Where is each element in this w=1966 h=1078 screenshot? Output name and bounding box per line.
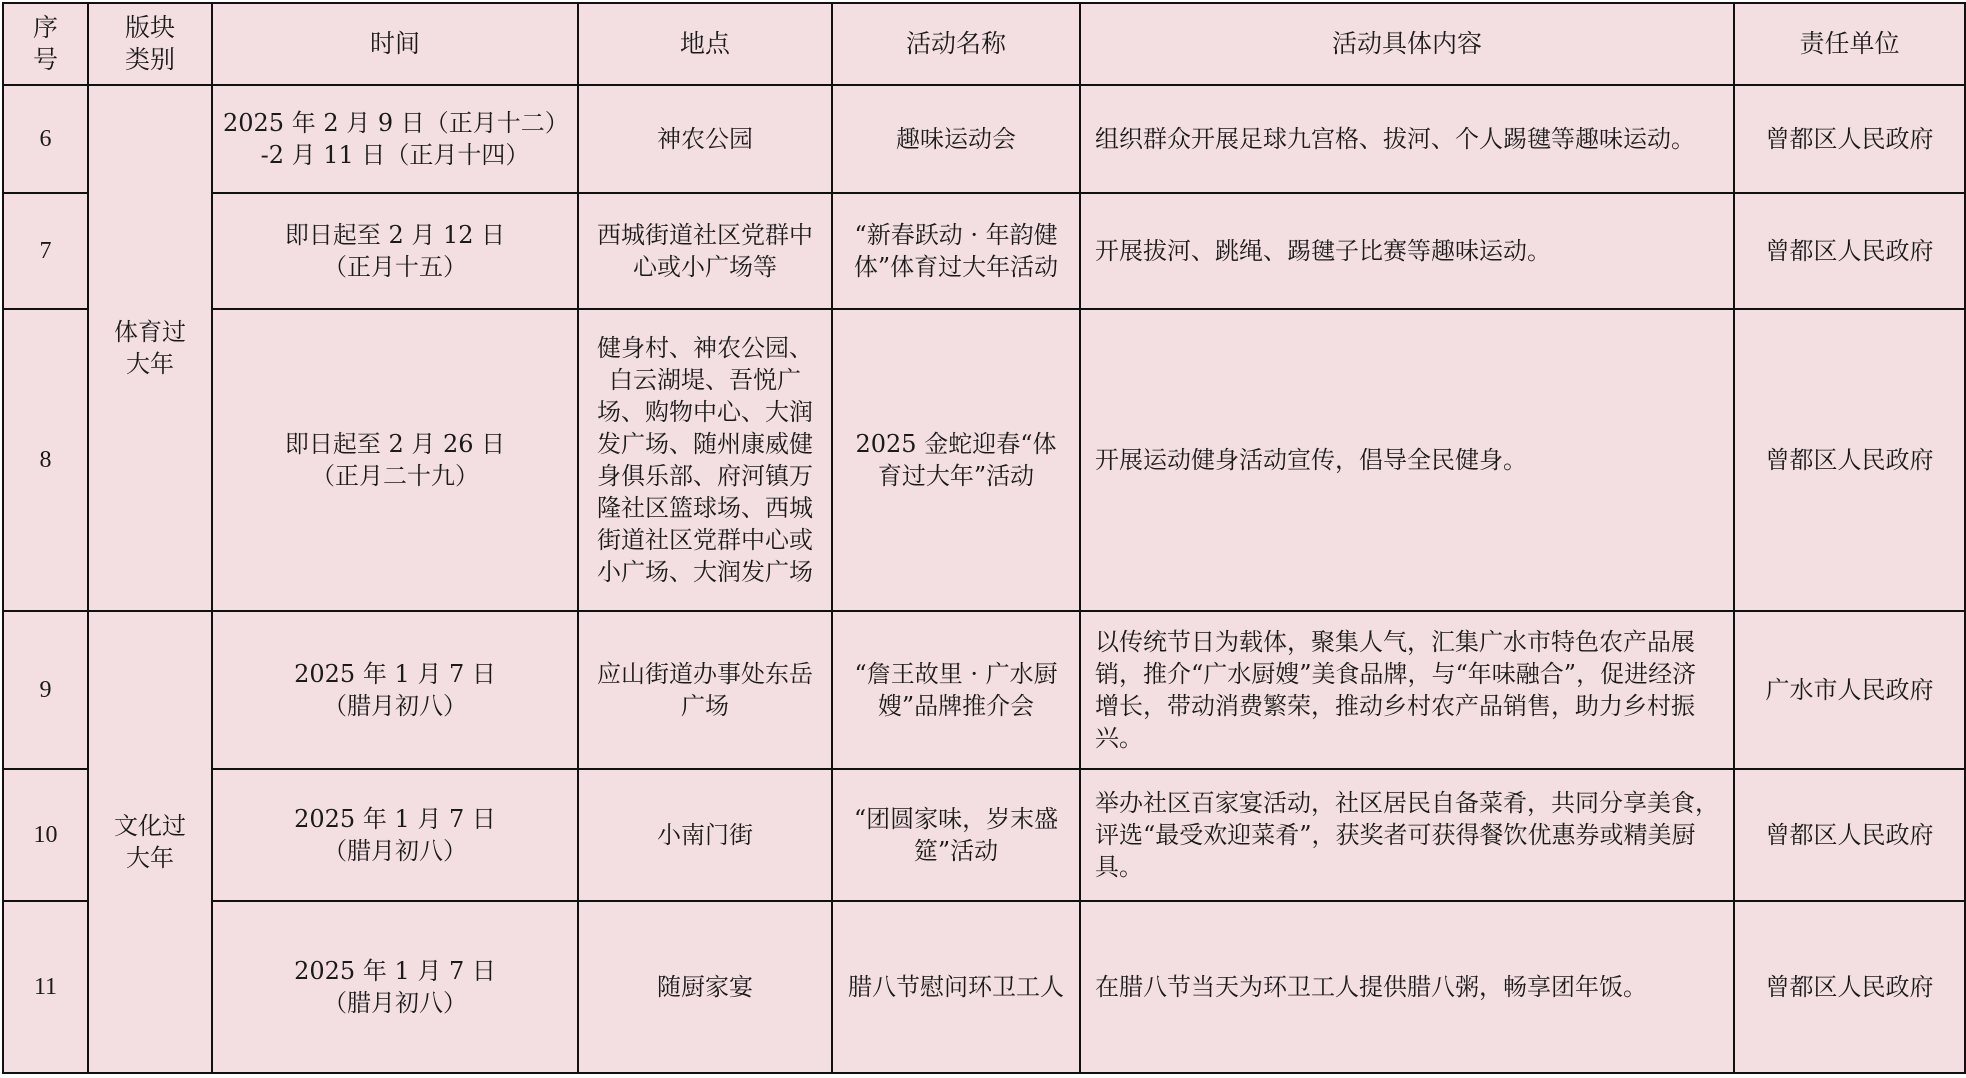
row-location <box>578 901 832 1073</box>
table-row <box>3 193 1965 309</box>
row-time-line-1: 2025 年 1 月 7 日 <box>294 660 496 688</box>
row-responsible-unit: 曾都区人民政府 <box>1734 309 1965 611</box>
row-location-text: 神农公园 <box>657 125 753 153</box>
header-time: 时间 <box>212 3 578 85</box>
row-location-text: 应山街道办事处东岳广场 <box>597 660 813 720</box>
table-row <box>3 769 1965 901</box>
category-culture-line-1: 文化过 <box>114 812 186 840</box>
category-culture <box>88 611 212 1073</box>
row-location <box>578 611 832 769</box>
category-sports-line-2: 大年 <box>126 350 174 378</box>
activity-schedule-table <box>2 2 1966 1074</box>
row-time <box>212 85 578 193</box>
row-seq: 6 <box>3 85 88 193</box>
row-responsible-unit: 广水市人民政府 <box>1734 611 1965 769</box>
row-time <box>212 193 578 309</box>
row-time-line-1: 2025 年 2 月 9 日（正月十二） <box>223 109 569 137</box>
row-activity-content: 举办社区百家宴活动，社区居民自备菜肴，共同分享美食，评选“最受欢迎菜肴”，获奖者可获得餐饮优惠券或精美厨具。 <box>1080 769 1734 901</box>
header-responsible-unit: 责任单位 <box>1734 3 1965 85</box>
row-activity-content: 开展运动健身活动宣传，倡导全民健身。 <box>1080 309 1734 611</box>
row-time-line-2: （正月二十九） <box>311 462 479 490</box>
row-time-line-1: 即日起至 2 月 26 日 <box>284 430 506 458</box>
row-activity-name-text: 2025 金蛇迎春“体育过大年”活动 <box>855 430 1057 490</box>
header-seq-line-1: 序 <box>32 13 58 42</box>
row-activity-name-text: “团圆家味，岁末盛筵”活动 <box>853 805 1059 865</box>
row-time-line-2: （腊月初八） <box>323 692 467 720</box>
row-location <box>578 769 832 901</box>
row-activity-name <box>832 611 1080 769</box>
row-time <box>212 769 578 901</box>
category-sports-line-1: 体育过 <box>114 318 186 346</box>
row-location-text: 健身村、神农公园、白云湖堤、吾悦广场、购物中心、大润发广场、随州康威健身俱乐部、府河镇万隆社区篮球场、西城街道社区党群中心或小广场、大润发广场 <box>597 334 813 586</box>
table-row <box>3 85 1965 193</box>
row-location <box>578 85 832 193</box>
header-activity-name: 活动名称 <box>832 3 1080 85</box>
header-location: 地点 <box>578 3 832 85</box>
row-activity-content: 组织群众开展足球九宫格、拔河、个人踢毽等趣味运动。 <box>1080 85 1734 193</box>
row-activity-content: 在腊八节当天为环卫工人提供腊八粥，畅享团年饭。 <box>1080 901 1734 1073</box>
row-time-line-2: -2 月 11 日（正月十四） <box>260 141 530 169</box>
row-time <box>212 309 578 611</box>
row-seq: 7 <box>3 193 88 309</box>
header-row <box>3 3 1965 85</box>
row-responsible-unit: 曾都区人民政府 <box>1734 193 1965 309</box>
row-responsible-unit: 曾都区人民政府 <box>1734 769 1965 901</box>
row-activity-name-text: 趣味运动会 <box>896 125 1016 153</box>
row-activity-content: 以传统节日为载体，聚集人气，汇集广水市特色农产品展销，推介“广水厨嫂”美食品牌，与“年味融合”，促进经济增长，带动消费繁荣，推动乡村农产品销售，助力乡村振兴。 <box>1080 611 1734 769</box>
row-seq: 9 <box>3 611 88 769</box>
table-row <box>3 309 1965 611</box>
row-time-line-1: 2025 年 1 月 7 日 <box>294 957 496 985</box>
row-activity-name <box>832 769 1080 901</box>
category-culture-line-2: 大年 <box>126 844 174 872</box>
row-time-line-1: 即日起至 2 月 12 日 <box>284 221 506 249</box>
row-activity-name <box>832 193 1080 309</box>
category-sports <box>88 85 212 611</box>
row-activity-name-text: 腊八节慰问环卫工人 <box>848 973 1064 1001</box>
row-activity-content: 开展拔河、跳绳、踢毽子比赛等趣味运动。 <box>1080 193 1734 309</box>
row-location-text: 随厨家宴 <box>657 973 753 1001</box>
row-time-line-2: （腊月初八） <box>323 989 467 1017</box>
row-location <box>578 193 832 309</box>
row-responsible-unit: 曾都区人民政府 <box>1734 901 1965 1073</box>
header-category-line-2: 类别 <box>124 45 175 74</box>
table-row <box>3 611 1965 769</box>
header-category-line-1: 版块 <box>124 13 175 42</box>
row-time-line-2: （正月十五） <box>323 253 467 281</box>
table-row <box>3 901 1965 1073</box>
activity-schedule-sheet <box>2 2 1964 1076</box>
header-category <box>88 3 212 85</box>
row-time <box>212 901 578 1073</box>
row-seq: 10 <box>3 769 88 901</box>
row-location-text: 西城街道社区党群中心或小广场等 <box>597 221 813 281</box>
header-seq-line-2: 号 <box>32 45 58 74</box>
row-seq: 8 <box>3 309 88 611</box>
row-activity-name-text: “新春跃动 · 年韵健体”体育过大年活动 <box>853 221 1059 281</box>
row-responsible-unit: 曾都区人民政府 <box>1734 85 1965 193</box>
row-time <box>212 611 578 769</box>
row-activity-name-text: “詹王故里 · 广水厨嫂”品牌推介会 <box>854 660 1058 720</box>
header-seq <box>3 3 88 85</box>
row-location-text: 小南门街 <box>657 821 753 849</box>
row-activity-name <box>832 309 1080 611</box>
row-time-line-1: 2025 年 1 月 7 日 <box>294 805 496 833</box>
row-time-line-2: （腊月初八） <box>323 837 467 865</box>
header-activity-content: 活动具体内容 <box>1080 3 1734 85</box>
row-activity-name <box>832 901 1080 1073</box>
row-activity-name <box>832 85 1080 193</box>
row-seq: 11 <box>3 901 88 1073</box>
row-location <box>578 309 832 611</box>
